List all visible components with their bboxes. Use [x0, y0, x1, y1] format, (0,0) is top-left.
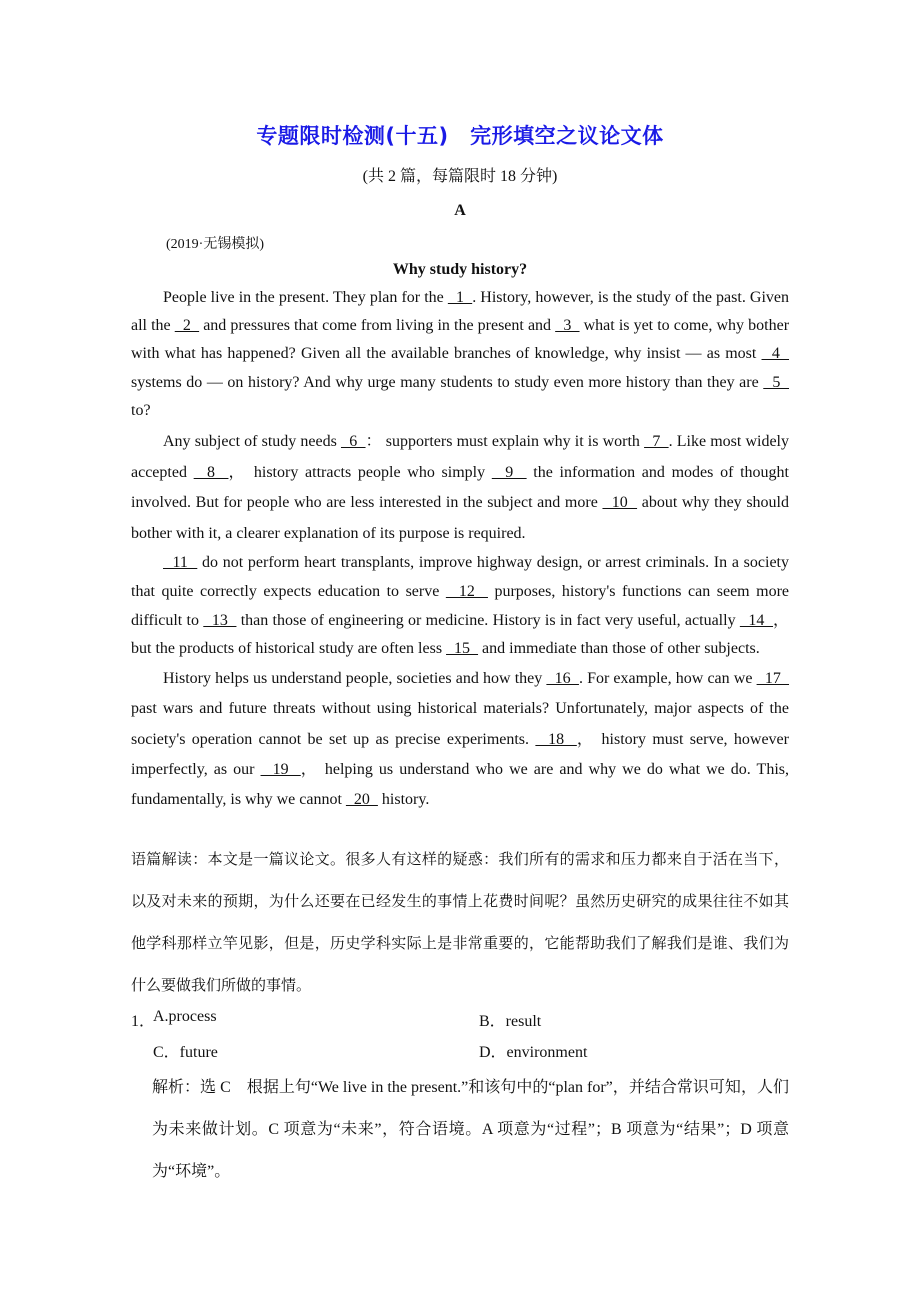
passage-text: History helps us understand people, societies and how they: [163, 669, 547, 687]
question-number: 1．: [131, 1013, 156, 1030]
passage-text: history.: [377, 791, 430, 809]
section-label: A: [454, 202, 466, 219]
blank-10: 10: [602, 494, 638, 512]
option-b: B．result: [479, 1013, 542, 1030]
passage-text: ， but the products of historical study are often less: [131, 611, 790, 658]
passage-text: ： supporters must explain why it is worth: [365, 433, 645, 451]
blank-12: 12: [445, 582, 488, 600]
passage-text: systems do — on history? And why urge many students to study even more history than they are: [131, 373, 764, 391]
source-note: (2019·无锡模拟): [166, 237, 264, 252]
blank-16: 16: [546, 669, 579, 687]
option-d: D．environment: [479, 1044, 588, 1061]
cloze-passage: [131, 284, 789, 816]
passage-text: . Like most widely accepted: [131, 433, 789, 481]
paragraph-2: [131, 427, 789, 549]
passage-text: and pressures that come from living in the present and: [199, 317, 556, 335]
passage-text: purposes, history's functions can seem more difficult to: [131, 582, 790, 629]
passage-text: what is yet to come, why bother with what has happened? Given all the available branches of knowledge, why insist — as most: [131, 317, 790, 363]
paragraph-1: [131, 284, 789, 425]
question-1: [131, 1008, 831, 1070]
blank-3: 3: [555, 317, 580, 335]
paragraph-3: [131, 549, 789, 663]
blank-5: 5: [763, 373, 790, 391]
passage-text: . History, however, is the study of the past. Given all the: [131, 289, 790, 335]
passage-text: past wars and future threats without using historical materials? Unfortunately, major aspects of the society's operation cannot be set up as precise experiments.: [131, 700, 789, 748]
passage-text: the information and modes of thought involved. But for people who are less interested in the subject and more: [131, 463, 789, 512]
passage-text: People live in the present. They plan for the: [163, 289, 448, 306]
paragraph-4: [131, 664, 789, 816]
blank-6: 6: [340, 433, 366, 451]
blank-17: 17: [756, 669, 790, 687]
question-1-explanation: 解析：选 C 根据上句“We live in the present.”和该句中的“plan for”，并结合常识可知，人们为未来做计划。C 项意为“未来”，符合语境。A 项意为“过程”；B 项意为“结果”；D 项意为“环境”。: [152, 1079, 789, 1180]
passage-text: to?: [131, 401, 151, 419]
blank-4: 4: [761, 345, 790, 363]
page-subtitle: (共 2 篇，每篇限时 18 分钟): [362, 168, 558, 185]
blank-14: 14: [739, 611, 774, 629]
blank-7: 7: [644, 433, 669, 451]
passage-text: ， history attracts people who simply: [228, 463, 492, 481]
options-row-1: [131, 1008, 831, 1039]
passage-text: than those of engineering or medicine. History is in fact very useful, actually: [236, 611, 740, 629]
blank-9: 9: [491, 463, 527, 481]
passage-text: do not perform heart transplants, improve highway design, or arrest criminals. In a society that quite correctly expects education to serve: [131, 554, 790, 600]
blank-2: 2: [174, 317, 200, 335]
blank-19: 19: [260, 760, 301, 778]
blank-20: 20: [345, 791, 378, 809]
blank-15: 15: [446, 640, 479, 658]
passage-text: ， helping us understand who we are and why we do what we do. This, fundamentally, is why we cannot: [131, 760, 789, 809]
blank-1: 1: [447, 289, 473, 306]
passage-text: Any subject of study needs: [163, 433, 341, 451]
passage-title: Why study history?: [392, 261, 528, 278]
blank-18: 18: [535, 730, 577, 748]
passage-text: . For example, how can we: [578, 669, 757, 687]
blank-13: 13: [203, 611, 237, 629]
options-row-2: [131, 1039, 831, 1070]
passage-text: and immediate than those of other subjects.: [478, 640, 760, 658]
option-a: A.process: [153, 1008, 217, 1025]
page-title: 专题限时检测(十五) 完形填空之议论文体: [256, 124, 664, 148]
passage-text: about why they should bother with it, a clearer explanation of its purpose is required.: [131, 494, 790, 542]
blank-11: 11: [163, 554, 198, 572]
passage-text: ， history must serve, however imperfectly, as our: [131, 730, 789, 778]
option-c: C．future: [153, 1044, 218, 1061]
blank-8: 8: [193, 463, 229, 481]
passage-analysis: 语篇解读：本文是一篇议论文。很多人有这样的疑惑：我们所有的需求和压力都来自于活在当下，以及对未来的预期，为什么还要在已经发生的事情上花费时间呢？虽然历史研究的成果往往不如其他学科那样立竿见影，但是，历史学科实际上是非常重要的，它能帮助我们了解我们是谁、我们为什么要做我们所做的事情。: [131, 850, 789, 994]
